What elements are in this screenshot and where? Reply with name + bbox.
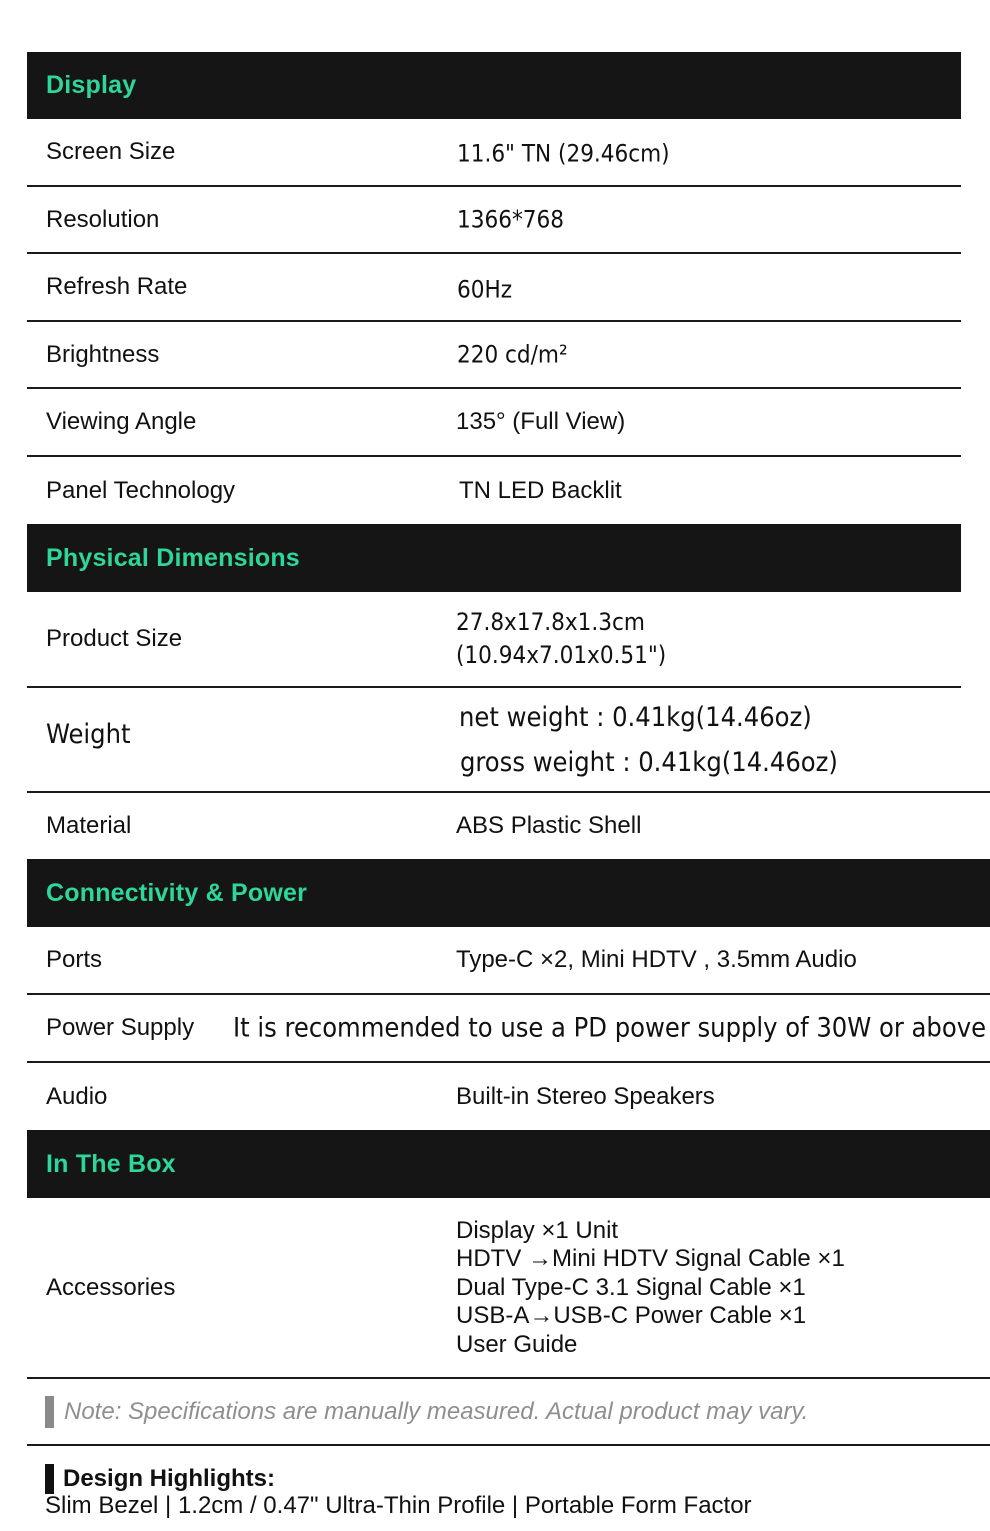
- spec-row-brightness: [27, 322, 961, 389]
- accessories-list: [456, 1216, 845, 1359]
- spec-label: Brightness: [46, 340, 160, 368]
- spec-value: 135° (Full View): [456, 408, 626, 435]
- spec-label: Resolution: [46, 205, 160, 233]
- divider: [27, 1444, 990, 1446]
- spec-value: Type-C ×2, Mini HDTV , 3.5mm Audio: [456, 946, 857, 973]
- spec-value: [456, 606, 666, 672]
- design-highlights-title: Design Highlights:: [63, 1465, 275, 1492]
- spec-label: Accessories: [46, 1273, 176, 1301]
- spec-value: It is recommended to use a PD power supply of 30W or above: [233, 1012, 987, 1044]
- spec-row-screen-size: [27, 119, 961, 187]
- list-item: USB-A→USB-C Power Cable ×1: [456, 1301, 807, 1329]
- list-item: HDTV →Mini HDTV Signal Cable ×1: [456, 1244, 845, 1272]
- section-header-in-the-box: [27, 1130, 990, 1198]
- spec-label: Audio: [46, 1082, 108, 1110]
- spec-value: Built-in Stereo Speakers: [456, 1082, 715, 1110]
- spec-value-line: net weight : 0.41kg(14.46oz): [459, 701, 812, 733]
- spec-row-viewing-angle: [27, 389, 961, 457]
- list-item: Dual Type-C 3.1 Signal Cable ×1: [456, 1273, 806, 1301]
- spec-value: [459, 695, 838, 785]
- spec-label: Viewing Angle: [46, 408, 197, 435]
- spec-value-line: gross weight : 0.41kg(14.46oz): [460, 746, 838, 778]
- spec-label: Weight: [46, 719, 131, 750]
- spec-row-product-size: [27, 592, 961, 688]
- spec-label: Power Supply: [46, 1014, 195, 1041]
- spec-row-power-supply: [27, 995, 990, 1063]
- spec-label: Screen Size: [46, 138, 176, 165]
- measurement-note: [45, 1395, 808, 1429]
- note-accent-bar: [45, 1396, 54, 1428]
- spec-value: 11.6" TN (29.46cm): [457, 139, 670, 168]
- list-item: Display ×1 Unit: [456, 1216, 619, 1244]
- spec-value: 1366*768: [457, 205, 564, 233]
- section-title: Connectivity & Power: [46, 878, 307, 907]
- spec-row-material: [27, 793, 990, 859]
- spec-value-line: 27.8x17.8x1.3cm: [456, 608, 645, 636]
- design-highlights-header: [45, 1463, 275, 1495]
- spec-row-panel-technology: [27, 457, 961, 524]
- spec-row-ports: [27, 927, 990, 995]
- spec-row-accessories: [27, 1198, 990, 1379]
- spec-label: Ports: [46, 946, 103, 973]
- list-item: User Guide: [456, 1330, 578, 1358]
- spec-value: 220 cd/m²: [457, 340, 568, 368]
- spec-row-refresh-rate: [27, 254, 961, 322]
- highlights-accent-bar: [45, 1464, 54, 1494]
- design-highlights-text: Slim Bezel | 1.2cm / 0.47" Ultra-Thin Profile | Portable Form Factor: [45, 1492, 752, 1519]
- spec-row-audio: [27, 1063, 990, 1130]
- spec-value-line: (10.94x7.01x0.51"): [456, 641, 667, 669]
- spec-row-resolution: [27, 187, 961, 254]
- spec-value: 60Hz: [457, 275, 513, 304]
- spec-label: Product Size: [46, 625, 183, 652]
- spec-value: ABS Plastic Shell: [456, 812, 642, 839]
- section-title: In The Box: [46, 1149, 176, 1178]
- spec-label: Panel Technology: [46, 476, 236, 504]
- spec-label: Refresh Rate: [46, 273, 188, 300]
- section-title: Physical Dimensions: [46, 543, 300, 572]
- spec-row-weight: [27, 688, 990, 793]
- section-title: Display: [46, 71, 137, 99]
- section-header-connectivity-power: [27, 859, 990, 927]
- note-text: Note: Specifications are manually measured. Actual product may vary.: [64, 1398, 809, 1425]
- section-header-physical-dimensions: [27, 524, 961, 592]
- spec-value: TN LED Backlit: [459, 476, 622, 504]
- section-header-display: [27, 52, 961, 119]
- spec-label: Material: [46, 812, 132, 839]
